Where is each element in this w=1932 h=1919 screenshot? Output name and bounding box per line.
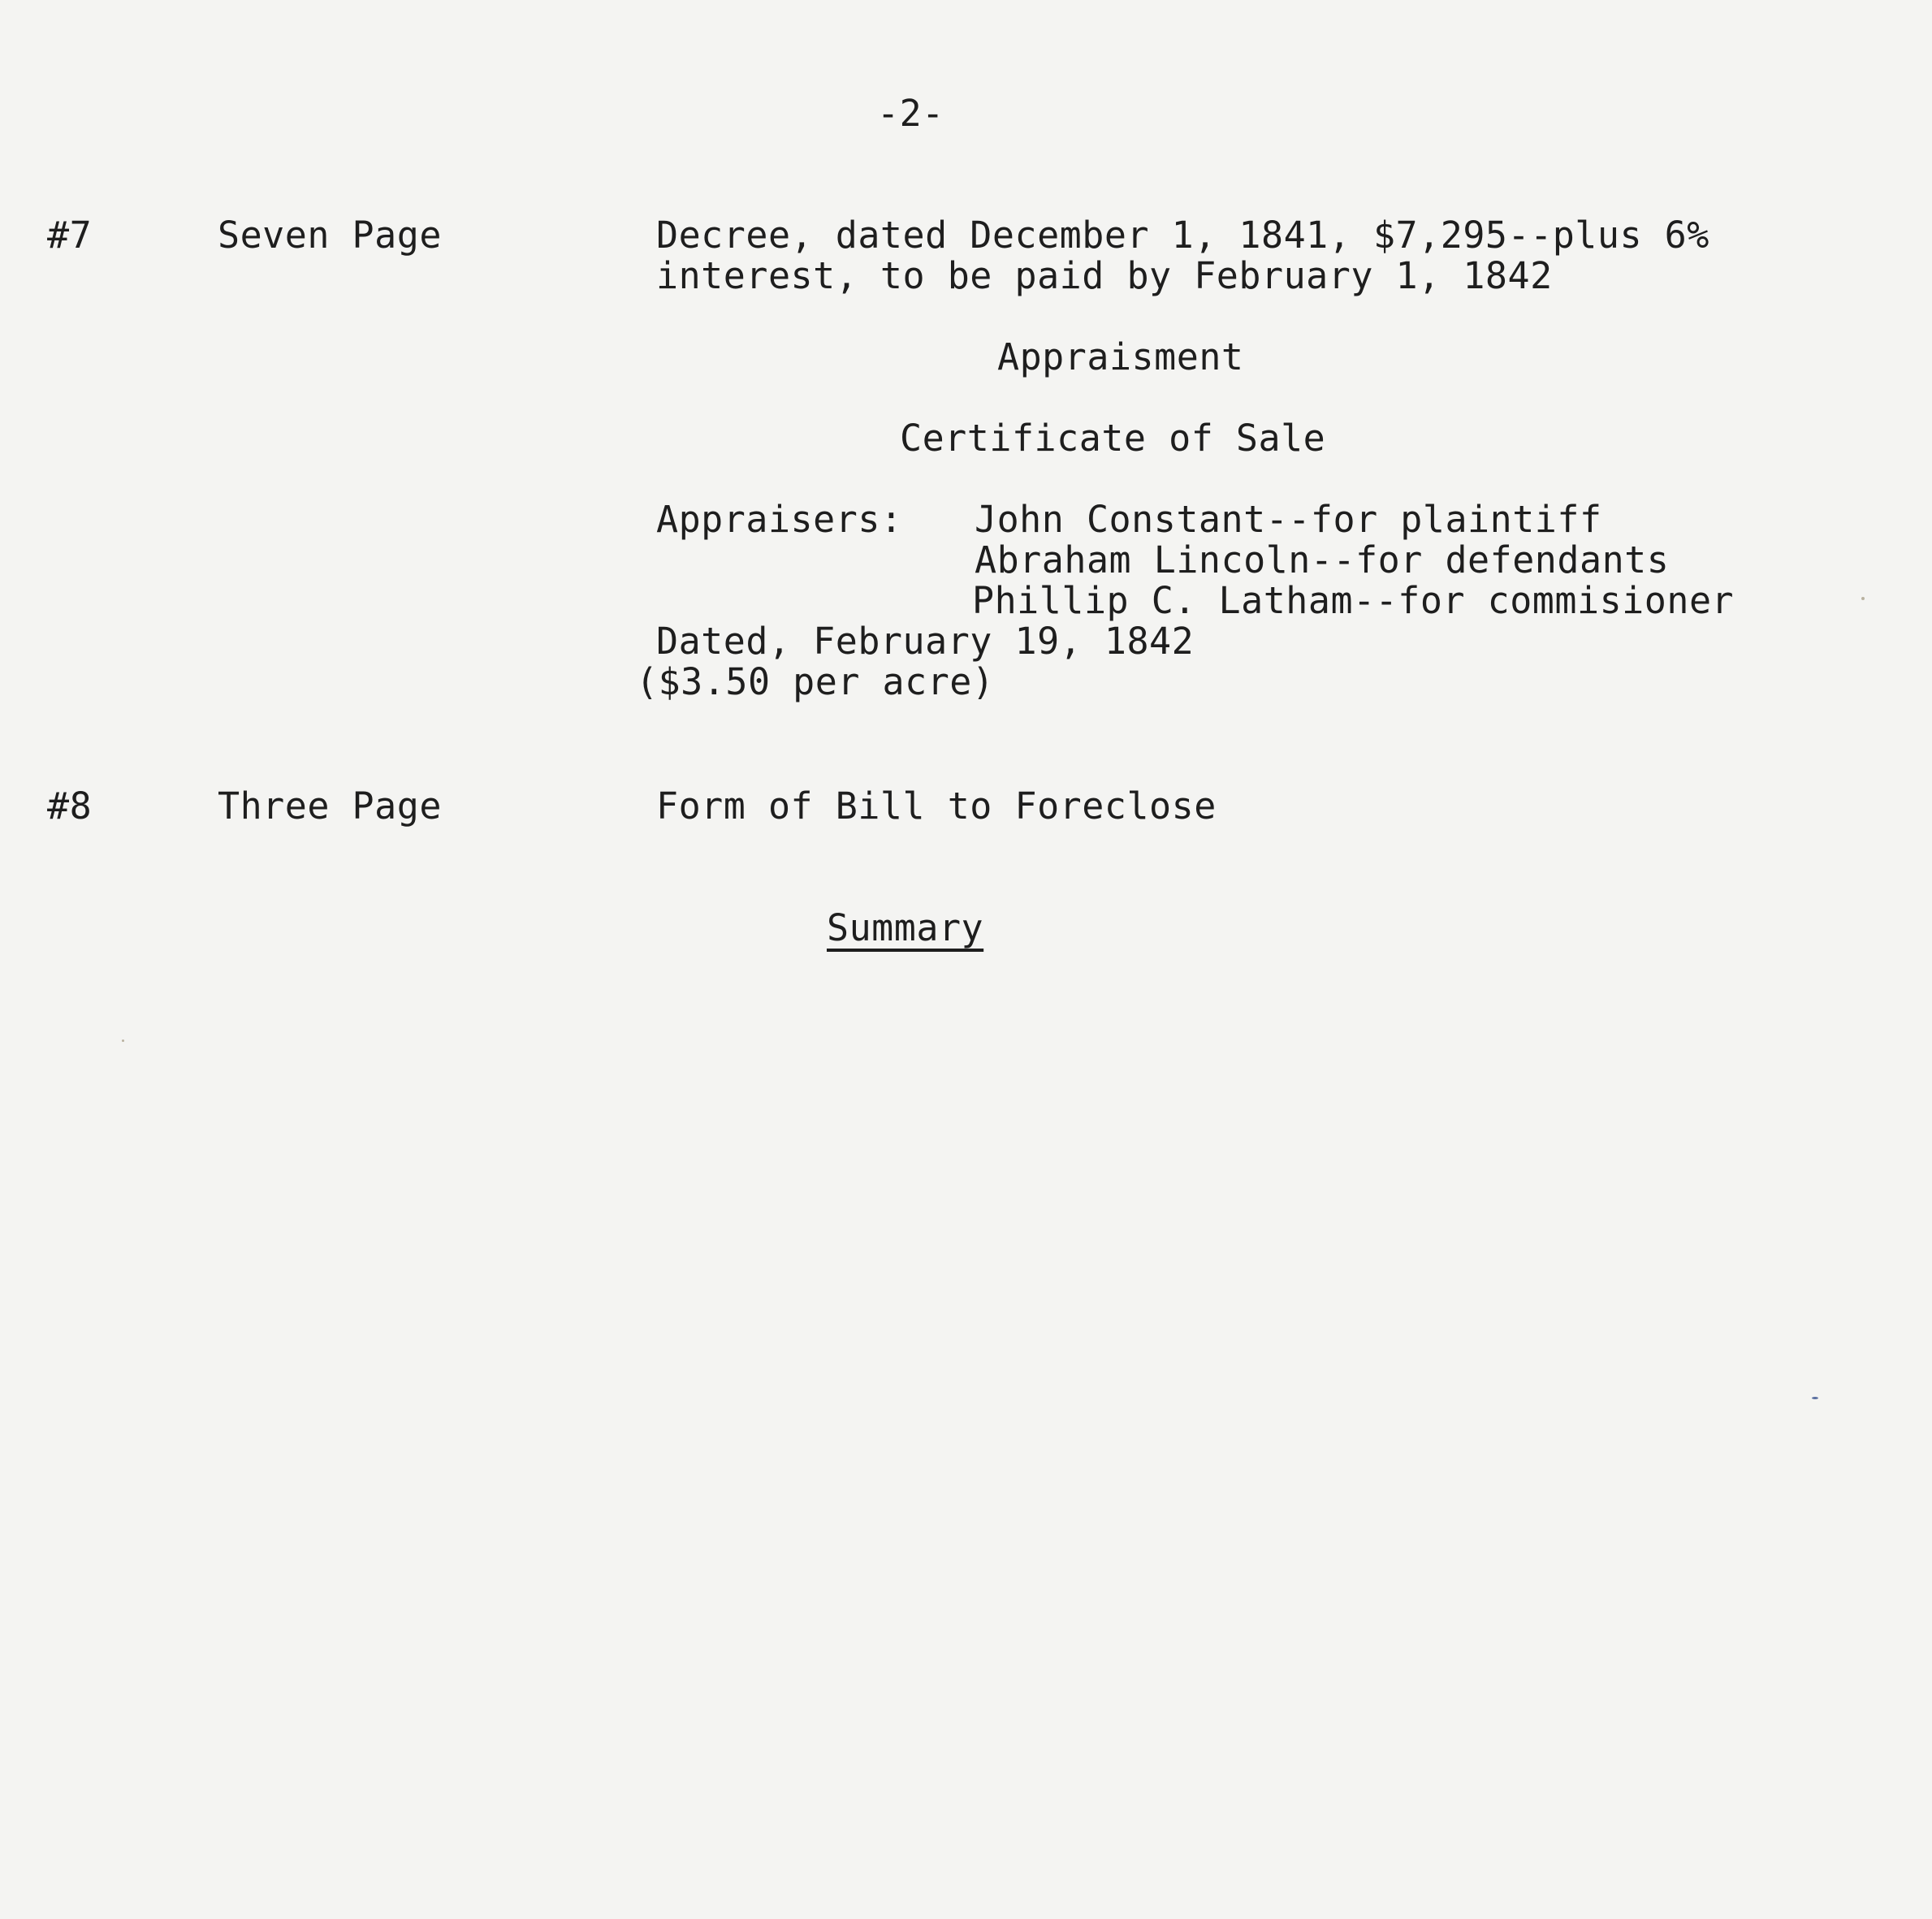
certificate-heading: Certificate of Sale [900,417,1326,460]
item-pages: Seven Page [218,214,442,257]
page-number: -2- [877,92,944,135]
item-description: Form of Bill to Foreclose [656,784,1217,828]
appraiser-2: Abraham Lincoln--for defendants [975,538,1670,581]
paper-speck [122,1039,124,1042]
paper-speck [1861,597,1865,600]
appraisment-heading: Appraisment [997,335,1244,378]
decree-line-1: Decree, dated December 1, 1841, $7,295--plus 6% [656,214,1709,257]
decree-line-2: interest, to be paid by February 1, 1842 [656,254,1553,297]
rate-line: ($3.50 per acre) [636,660,995,703]
paper-speck [1812,1397,1818,1399]
item-number: #8 [47,784,93,828]
item-number: #7 [47,214,93,257]
dated-line: Dated, February 19, 1842 [656,620,1195,663]
appraiser-1: John Constant--for plaintiff [975,498,1602,541]
appraisers-label: Appraisers: [656,498,903,541]
item-pages: Three Page [218,784,442,828]
appraiser-3: Phillip C. Latham--for commisioner [972,579,1735,622]
summary-heading: Summary [827,906,984,949]
